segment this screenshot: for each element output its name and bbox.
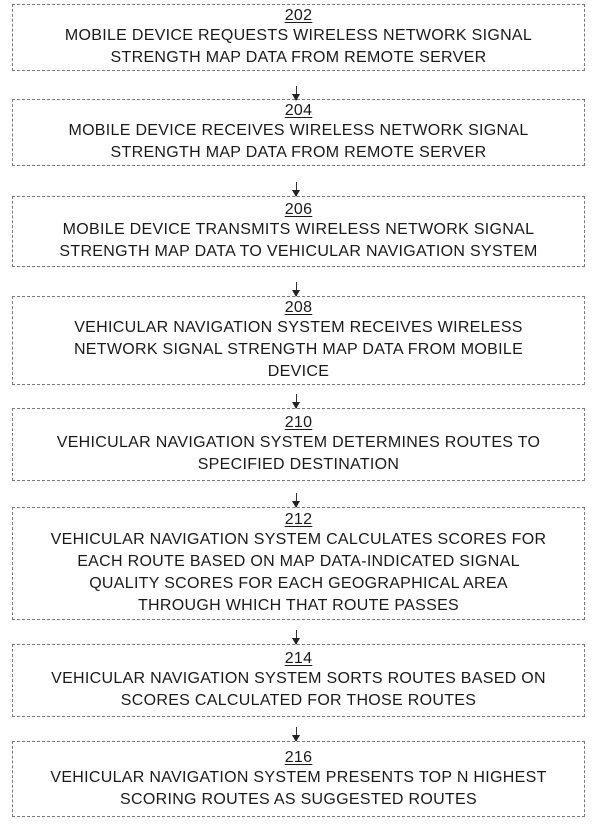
- flow-arrow: [296, 630, 297, 644]
- step-box-214: [12, 644, 585, 717]
- step-box-216: [12, 741, 585, 817]
- step-box-210: [12, 408, 585, 481]
- flow-arrow: [296, 394, 297, 408]
- flow-arrow: [296, 182, 297, 196]
- step-text: VEHICULAR NAVIGATION SYSTEM DETERMINES ROUTES TO SPECIFIED DESTINATION: [56, 434, 541, 473]
- step-box-202: [12, 4, 585, 71]
- step-number: 212: [284, 511, 313, 528]
- step-number: 202: [284, 7, 313, 24]
- step-number: 214: [284, 650, 313, 667]
- step-number: 210: [284, 414, 313, 431]
- step-box-204: [12, 99, 585, 166]
- step-box-212: [12, 507, 585, 620]
- step-number: 208: [284, 299, 313, 316]
- step-text: VEHICULAR NAVIGATION SYSTEM PRESENTS TOP N HIGHEST SCORING ROUTES AS SUGGESTED ROUTES: [50, 768, 547, 808]
- step-text: VEHICULAR NAVIGATION SYSTEM CALCULATES SCORES FOR EACH ROUTE BASED ON MAP DATA-INDICATED SIGNAL QUALITY SCORES FOR EACH GEOGRAPHICAL AREA THROUGH WHICH THAT ROUTE PASSES: [50, 531, 547, 614]
- flow-arrow: [296, 86, 297, 100]
- step-box-206: [12, 196, 585, 267]
- flow-arrow: [296, 727, 297, 741]
- step-text: VEHICULAR NAVIGATION SYSTEM SORTS ROUTES BASED ON SCORES CALCULATED FOR THOSE ROUTES: [51, 670, 546, 709]
- step-number: 204: [284, 102, 313, 119]
- step-text: VEHICULAR NAVIGATION SYSTEM RECEIVES WIRELESS NETWORK SIGNAL STRENGTH MAP DATA FROM MOBILE DEVICE: [73, 319, 524, 380]
- step-box-208: [12, 296, 585, 385]
- flow-arrow: [296, 282, 297, 296]
- step-text: MOBILE DEVICE TRANSMITS WIRELESS NETWORK SIGNAL STRENGTH MAP DATA TO VEHICULAR NAVIGATION SYSTEM: [59, 221, 538, 260]
- step-number: 206: [284, 201, 313, 218]
- step-text: MOBILE DEVICE REQUESTS WIRELESS NETWORK SIGNAL STRENGTH MAP DATA FROM REMOTE SERVER: [64, 27, 533, 66]
- step-number: 216: [284, 748, 313, 766]
- step-text: MOBILE DEVICE RECEIVES WIRELESS NETWORK SIGNAL STRENGTH MAP DATA FROM REMOTE SERVER: [68, 122, 529, 161]
- flow-arrow: [296, 493, 297, 507]
